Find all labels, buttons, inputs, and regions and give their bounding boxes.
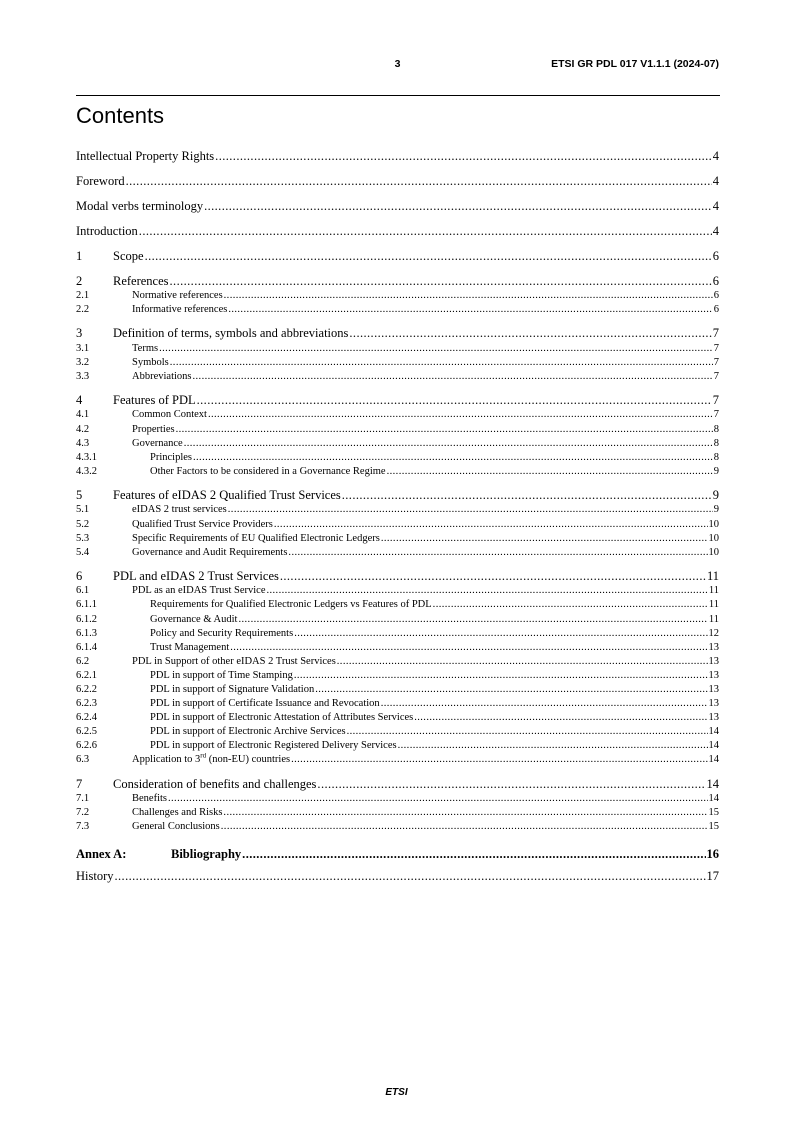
toc-entry-page: 4 (712, 224, 719, 238)
toc-section-page: 6 (712, 273, 719, 288)
page-number: 3 (394, 58, 401, 70)
toc-annex-title: Bibliography (171, 847, 242, 862)
toc-entry[interactable] (76, 198, 719, 223)
toc-section[interactable] (76, 248, 719, 265)
toc-entry-page: 4 (712, 174, 719, 188)
toc-subsection[interactable]: 4.2 Properties ..... 8 (76, 423, 719, 437)
document-id: ETSI GR PDL 017 V1.1.1 (2024-07) (551, 58, 719, 70)
toc-section-number: 1 (76, 249, 83, 263)
toc-subsubsection[interactable]: 6.2.4 PDL in support of Electronic Attestation of Attributes Services ..... 13 (76, 711, 719, 725)
toc-section[interactable]: 3 Definition of terms, symbols and abbreviations ..... 7 (76, 325, 719, 342)
toc-annex-page: 16 (706, 847, 719, 862)
toc-section[interactable]: 7 Consideration of benefits and challenges ..... 14 (76, 776, 719, 793)
toc-section[interactable]: 4 Features of PDL ..... 7 (76, 392, 719, 409)
toc-entry-title: History (76, 869, 114, 884)
toc-subsection[interactable]: 5.2 Qualified Trust Service Providers ..... 10 (76, 518, 719, 532)
toc-entry[interactable] (76, 148, 719, 173)
toc-section-number: 2 (76, 273, 83, 288)
toc-subsection[interactable]: 5.1 eIDAS 2 trust services ..... 9 (76, 503, 719, 517)
toc-section-page: 6 (712, 249, 719, 263)
toc-entry-title: Introduction (76, 224, 138, 238)
toc-subsubsection[interactable]: 6.1.2 Governance & Audit ..... 11 (76, 613, 719, 627)
toc-subsection[interactable]: 2.1 Normative references ..... 6 (76, 289, 719, 303)
page-title: Contents (76, 103, 165, 128)
page-header (76, 58, 719, 72)
toc-entry-page: 4 (712, 199, 719, 213)
toc-subsubsection[interactable]: 6.1.1 Requirements for Qualified Electronic Ledgers vs Features of PDL ..... 11 (76, 598, 719, 612)
toc-subsection[interactable]: 3.1 Terms ..... 7 (76, 342, 719, 356)
toc-subsubsection[interactable]: 6.2.3 PDL in support of Certificate Issuance and Revocation ..... 13 (76, 697, 719, 711)
toc-entry[interactable] (76, 173, 719, 198)
toc-subsection[interactable]: 6.2 PDL in Support of other eIDAS 2 Trust Services ..... 13 (76, 655, 719, 669)
toc-section[interactable] (76, 273, 719, 290)
toc-section[interactable]: 6 PDL and eIDAS 2 Trust Services ..... 11 (76, 568, 719, 585)
toc-entry[interactable] (76, 868, 719, 893)
toc-subsubsection[interactable]: 6.1.4 Trust Management ..... 13 (76, 641, 719, 655)
toc-subsection[interactable]: 4.3 Governance ..... 8 (76, 437, 719, 451)
toc-subsubsection[interactable]: 4.3.1 Principles ..... 8 (76, 451, 719, 465)
toc-subsection[interactable]: 2.2 Informative references ..... 6 (76, 303, 719, 317)
toc-subsubsection[interactable]: 6.2.6 PDL in support of Electronic Registered Delivery Services ..... 14 (76, 739, 719, 753)
toc-annex[interactable] (76, 846, 719, 868)
toc-subsection[interactable]: 4.1 Common Context ..... 7 (76, 408, 719, 422)
table-of-contents (76, 148, 719, 893)
toc-subsection[interactable]: 5.4 Governance and Audit Requirements ..... 10 (76, 546, 719, 560)
toc-subsection[interactable]: 6.3 Application to 3rd (non-EU) countries ..... 14 (76, 753, 719, 767)
toc-subsection[interactable]: 3.3 Abbreviations ..... 7 (76, 370, 719, 384)
toc-subsubsection[interactable]: 6.2.2 PDL in support of Signature Validation ..... 13 (76, 683, 719, 697)
toc-entry-title: Foreword (76, 174, 125, 188)
toc-section[interactable]: 5 Features of eIDAS 2 Qualified Trust Services ..... 9 (76, 487, 719, 504)
toc-entry-title: Intellectual Property Rights (76, 149, 215, 163)
toc-subsubsection[interactable]: 6.2.1 PDL in support of Time Stamping ..... 13 (76, 669, 719, 683)
toc-subsubsection[interactable]: 4.3.2 Other Factors to be considered in a Governance Regime ..... 9 (76, 465, 719, 479)
toc-subsection[interactable]: 5.3 Specific Requirements of EU Qualified Electronic Ledgers ..... 10 (76, 532, 719, 546)
toc-entry-page: 17 (706, 869, 719, 884)
toc-entry-title: Modal verbs terminology (76, 199, 204, 213)
toc-subsection[interactable]: 3.2 Symbols ..... 7 (76, 356, 719, 370)
toc-subsubsection[interactable]: 6.2.5 PDL in support of Electronic Archive Services ..... 14 (76, 725, 719, 739)
page-footer: ETSI (385, 1087, 408, 1098)
toc-section-title: Scope (113, 249, 144, 263)
toc-subsection[interactable]: 6.1 PDL as an eIDAS Trust Service ..... 11 (76, 584, 719, 598)
toc-annex-number: Annex A: (76, 847, 127, 862)
toc-subsection[interactable]: 7.3 General Conclusions ..... 15 (76, 820, 719, 834)
toc-subsection[interactable]: 7.1 Benefits ..... 14 (76, 792, 719, 806)
toc-entry[interactable] (76, 223, 719, 248)
toc-section-title: References (113, 273, 169, 288)
toc-entry-page: 4 (712, 149, 719, 163)
toc-subsection[interactable]: 7.2 Challenges and Risks ..... 15 (76, 806, 719, 820)
header-rule (76, 95, 720, 96)
toc-subsubsection[interactable]: 6.1.3 Policy and Security Requirements ..... 12 (76, 627, 719, 641)
